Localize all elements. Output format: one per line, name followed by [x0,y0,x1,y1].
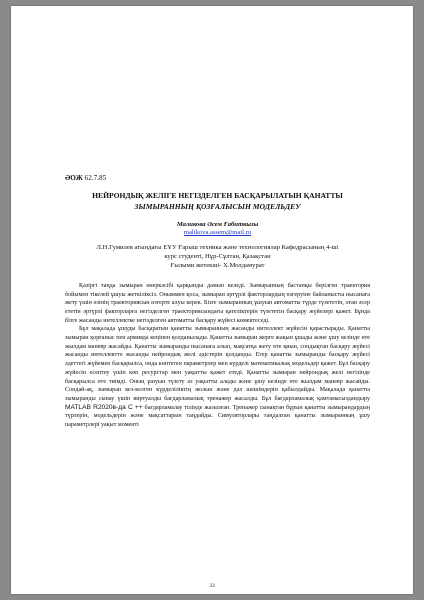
paragraph-2-end: бағдарламалау тілінде жазылған. Тренажер сынақтан бұрын қанатты зымырандардың түрлерін, модельдерін және мақсаттарын таңдайды. Симуляторлары таңдалған қанатты зымыранның ұшу параметрлері уақыт моменті [65,404,370,429]
affiliation [65,243,370,261]
paragraph-1: Қазіргі таңда зымыран өнеркәсібі қарқынды дамып келеді. Зымыранның бастапқы берілген траектория бойымен тікелей ұшуы жеткіліксіз. Оныммен қоса, зымыран әртүрлі факторлардың өзгеруіне байланысты нысанаға жету үшін өзінің траекториясын өзгерте алуы керек. Бізге зымыранның ұшуын автоматты түрде түзететін, оған әсер ететін әртүрлі факторларға негізделген траекториясындағы қателіктерін түзететін басқару жүйелері қажет. Бұнда бізге жасанды интеллектке негізделген автоматты басқару жүйесі көмектеседі. [65,282,370,324]
article-title [65,190,370,212]
article-body [65,282,370,430]
page-number: 33 [209,583,215,589]
affiliation-line-1: Л.Н.Гумилев атындағы ЕҰУ Ғарыш техника және технологиялар Кафедрасының 4-ші [96,243,339,251]
paragraph-2-text: Бұл мақалада ұшуды басқаратын қанатты зымыранның жасанды интеллект жүйесін қарастырады. Қанатты зымыран қорғаныс пен армияда кеңінен қолданылады. Қанатты зымыран жерге жақын ұшады және ұшу кезінде өте жылдам маневр жасайды. Қанатты зымыранды нысанаға алып, мақсатқа жету өте қиын, сондықтан басқару жүйесі жасанды интеллектте жасанды нейрондық желі әдістерін қолданды. Егер қанатты зымыранды басқару жүйесі әдеттегі жүйемен басқарылса, онда көптеген параметрлер мен күрделі математикалық модельдер қажет. Бұл басқару жүйесін есептеу үшін көп ресурстар мен уақытты қажет етеді. Қанатты зымыран нейрондық желі негізінде басқарылса өте тиімді. Оның ұшуын түзету аз уақытты алады және ұшу кезінде өте жылдам маневр жасайды. Сондай-ақ, зымыран кез-келген күрделіліктің жолын және дәл шешімдерін қабылдайды. Мақалада қанатты зымыранды сынау үшін виртуалды бағдарламалық тренажер жасалды. Бұл бағдарламалық қамтамасыздандыру [65,326,370,402]
paragraph-2-matlab: MATLAB R2020в-да C ++ [65,403,143,411]
title-line-2: ЗЫМЫРАННЫҢ ҚОЗҒАЛЫСЫН МОДЕЛЬДЕУ [134,202,301,211]
udc-code: 62.7.85 [84,174,107,182]
udc-line [65,174,370,182]
author-block [65,221,370,238]
title-line-1: НЕЙРОНДЫҚ ЖЕЛІГЕ НЕГІЗДЕЛГЕН БАСҚАРЫЛАТЫН ҚАНАТТЫ [92,191,343,200]
udc-label: ӘОЖ [65,174,83,182]
affiliation-line-2: курс студенті, Нұр-Сұлтан, Қазақстан [164,252,271,260]
author-email[interactable]: malikova.assem@mail.ru [183,229,252,237]
document-page [11,6,413,594]
article-content [65,174,370,430]
supervisor: Ғылыми жетекші- Х.Молдамурат [170,261,265,269]
author-name: Маликова Әсем Ғабиткызы [176,221,259,228]
paragraph-2 [65,325,370,429]
